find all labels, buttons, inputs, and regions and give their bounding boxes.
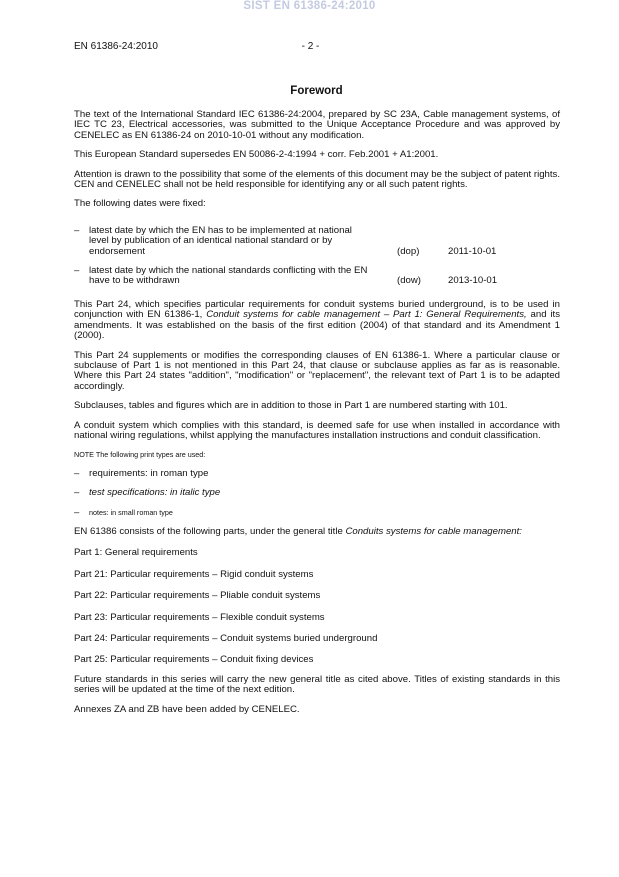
paragraph-parts-intro [74, 527, 560, 537]
date-value: 2013-10-01 [448, 275, 498, 287]
paragraph-numbering: Subclauses, tables and figures which are in addition to those in Part 1 are numbered starting with 101. [74, 400, 508, 412]
part-item: Part 23: Particular requirements – Flexible conduit systems [74, 611, 325, 623]
paragraph-supersedes: This European Standard supersedes EN 50086-2-4:1994 + corr. Feb.2001 + A1:2001. [74, 149, 439, 161]
list-dash: – [74, 487, 80, 499]
document-body [74, 110, 560, 715]
paragraph-safety: A conduit system which complies with this standard, is deemed safe for use when installed in accordance with national wiring regulations, whilst applying the manufactures installation instructions and conduit classification. [74, 419, 560, 441]
list-dash: – [74, 467, 80, 479]
paragraph-part24-scope [74, 300, 560, 342]
dates-list [74, 226, 560, 287]
paragraph-supplements: This Part 24 supplements or modifies the corresponding clauses of EN 61386-1. Where a particular clause or subclause of Part 1 is not mentioned in this Part 24, that clause or subclause applies as far as is reasonable. Where this Part 24 states "addition", "modification" or "replacement", the relevant text of Part 1 is to be adapted accordingly. [74, 349, 560, 392]
text-run-italic: Conduit systems for cable management – Part 1: General Requirements, [206, 309, 527, 321]
list-dash: – [74, 265, 80, 277]
date-value: 2011-10-01 [448, 245, 497, 257]
watermark: SIST EN 61386-24:2010 [243, 0, 376, 12]
date-description: latest date by which the national standards conflicting with the EN have to be withdrawn [89, 265, 368, 287]
part-item: Part 22: Particular requirements – Pliable conduit systems [74, 590, 321, 602]
list-item-roman [74, 469, 560, 479]
paragraph-intro: The text of the International Standard IEC 61386-24:2004, prepared by SC 23A, Cable management systems, of IEC TC 23, Electrical accessories, was submitted to the Unique Acceptance Procedure and was approved by CENELEC as EN 61386-24 on 2010-10-01 without any modification. [74, 109, 560, 141]
date-abbreviation: (dow) [397, 275, 421, 287]
list-item-text: test specifications: in italic type [89, 487, 221, 499]
text-run: and its amendments. It was established on the basis of the first edition (2004) of that standard and its Amendment 1 (2000). [74, 309, 560, 342]
page-number: - 2 - [301, 41, 320, 52]
paragraph-future: Future standards in this series will carry the new general title as cited above. Titles of existing standards in this series will be updated at the time of the next edition. [74, 673, 560, 696]
page-title: Foreword [290, 85, 343, 97]
list-dash: – [74, 224, 80, 236]
list-item-italic [74, 488, 560, 498]
paragraph-dates-intro: The following dates were fixed: [74, 198, 206, 210]
list-dash: – [74, 506, 80, 518]
part-item: Part 24: Particular requirements – Conduit systems buried underground [74, 633, 378, 644]
date-abbreviation: (dop) [397, 245, 420, 257]
list-item-text: requirements: in roman type [89, 467, 209, 479]
note-print-types: NOTE The following print types are used: [74, 450, 206, 460]
text-run: EN 61386 consists of the following parts, under the general title [74, 525, 346, 537]
list-item-text: notes: in small roman type [89, 507, 173, 517]
text-run: This Part 24, which specifies particular requirements for conduit systems buried underground, is to be used in conjunction with EN 61386-1, [74, 298, 560, 321]
part-item: Part 1: General requirements [74, 547, 198, 559]
paragraph-annexes: Annexes ZA and ZB have been added by CENELEC. [74, 703, 300, 715]
part-item: Part 21: Particular requirements – Rigid conduit systems [74, 568, 314, 580]
text-run-italic: Conduits systems for cable management: [345, 525, 522, 537]
paragraph-patent: Attention is drawn to the possibility that some of the elements of this document may be the subject of patent rights. CEN and CENELEC shall not be held responsible for identifying any or all such patent rights. [74, 168, 560, 191]
header-doc-id: EN 61386-24:2010 [74, 41, 158, 52]
date-description: latest date by which the EN has to be implemented at national level by publication of an identical national standard or by endorsement [89, 224, 352, 257]
part-item: Part 25: Particular requirements – Conduit fixing devices [74, 654, 314, 666]
date-item-dow [74, 266, 560, 287]
date-item-dop [74, 226, 560, 257]
list-item-small [74, 508, 560, 518]
